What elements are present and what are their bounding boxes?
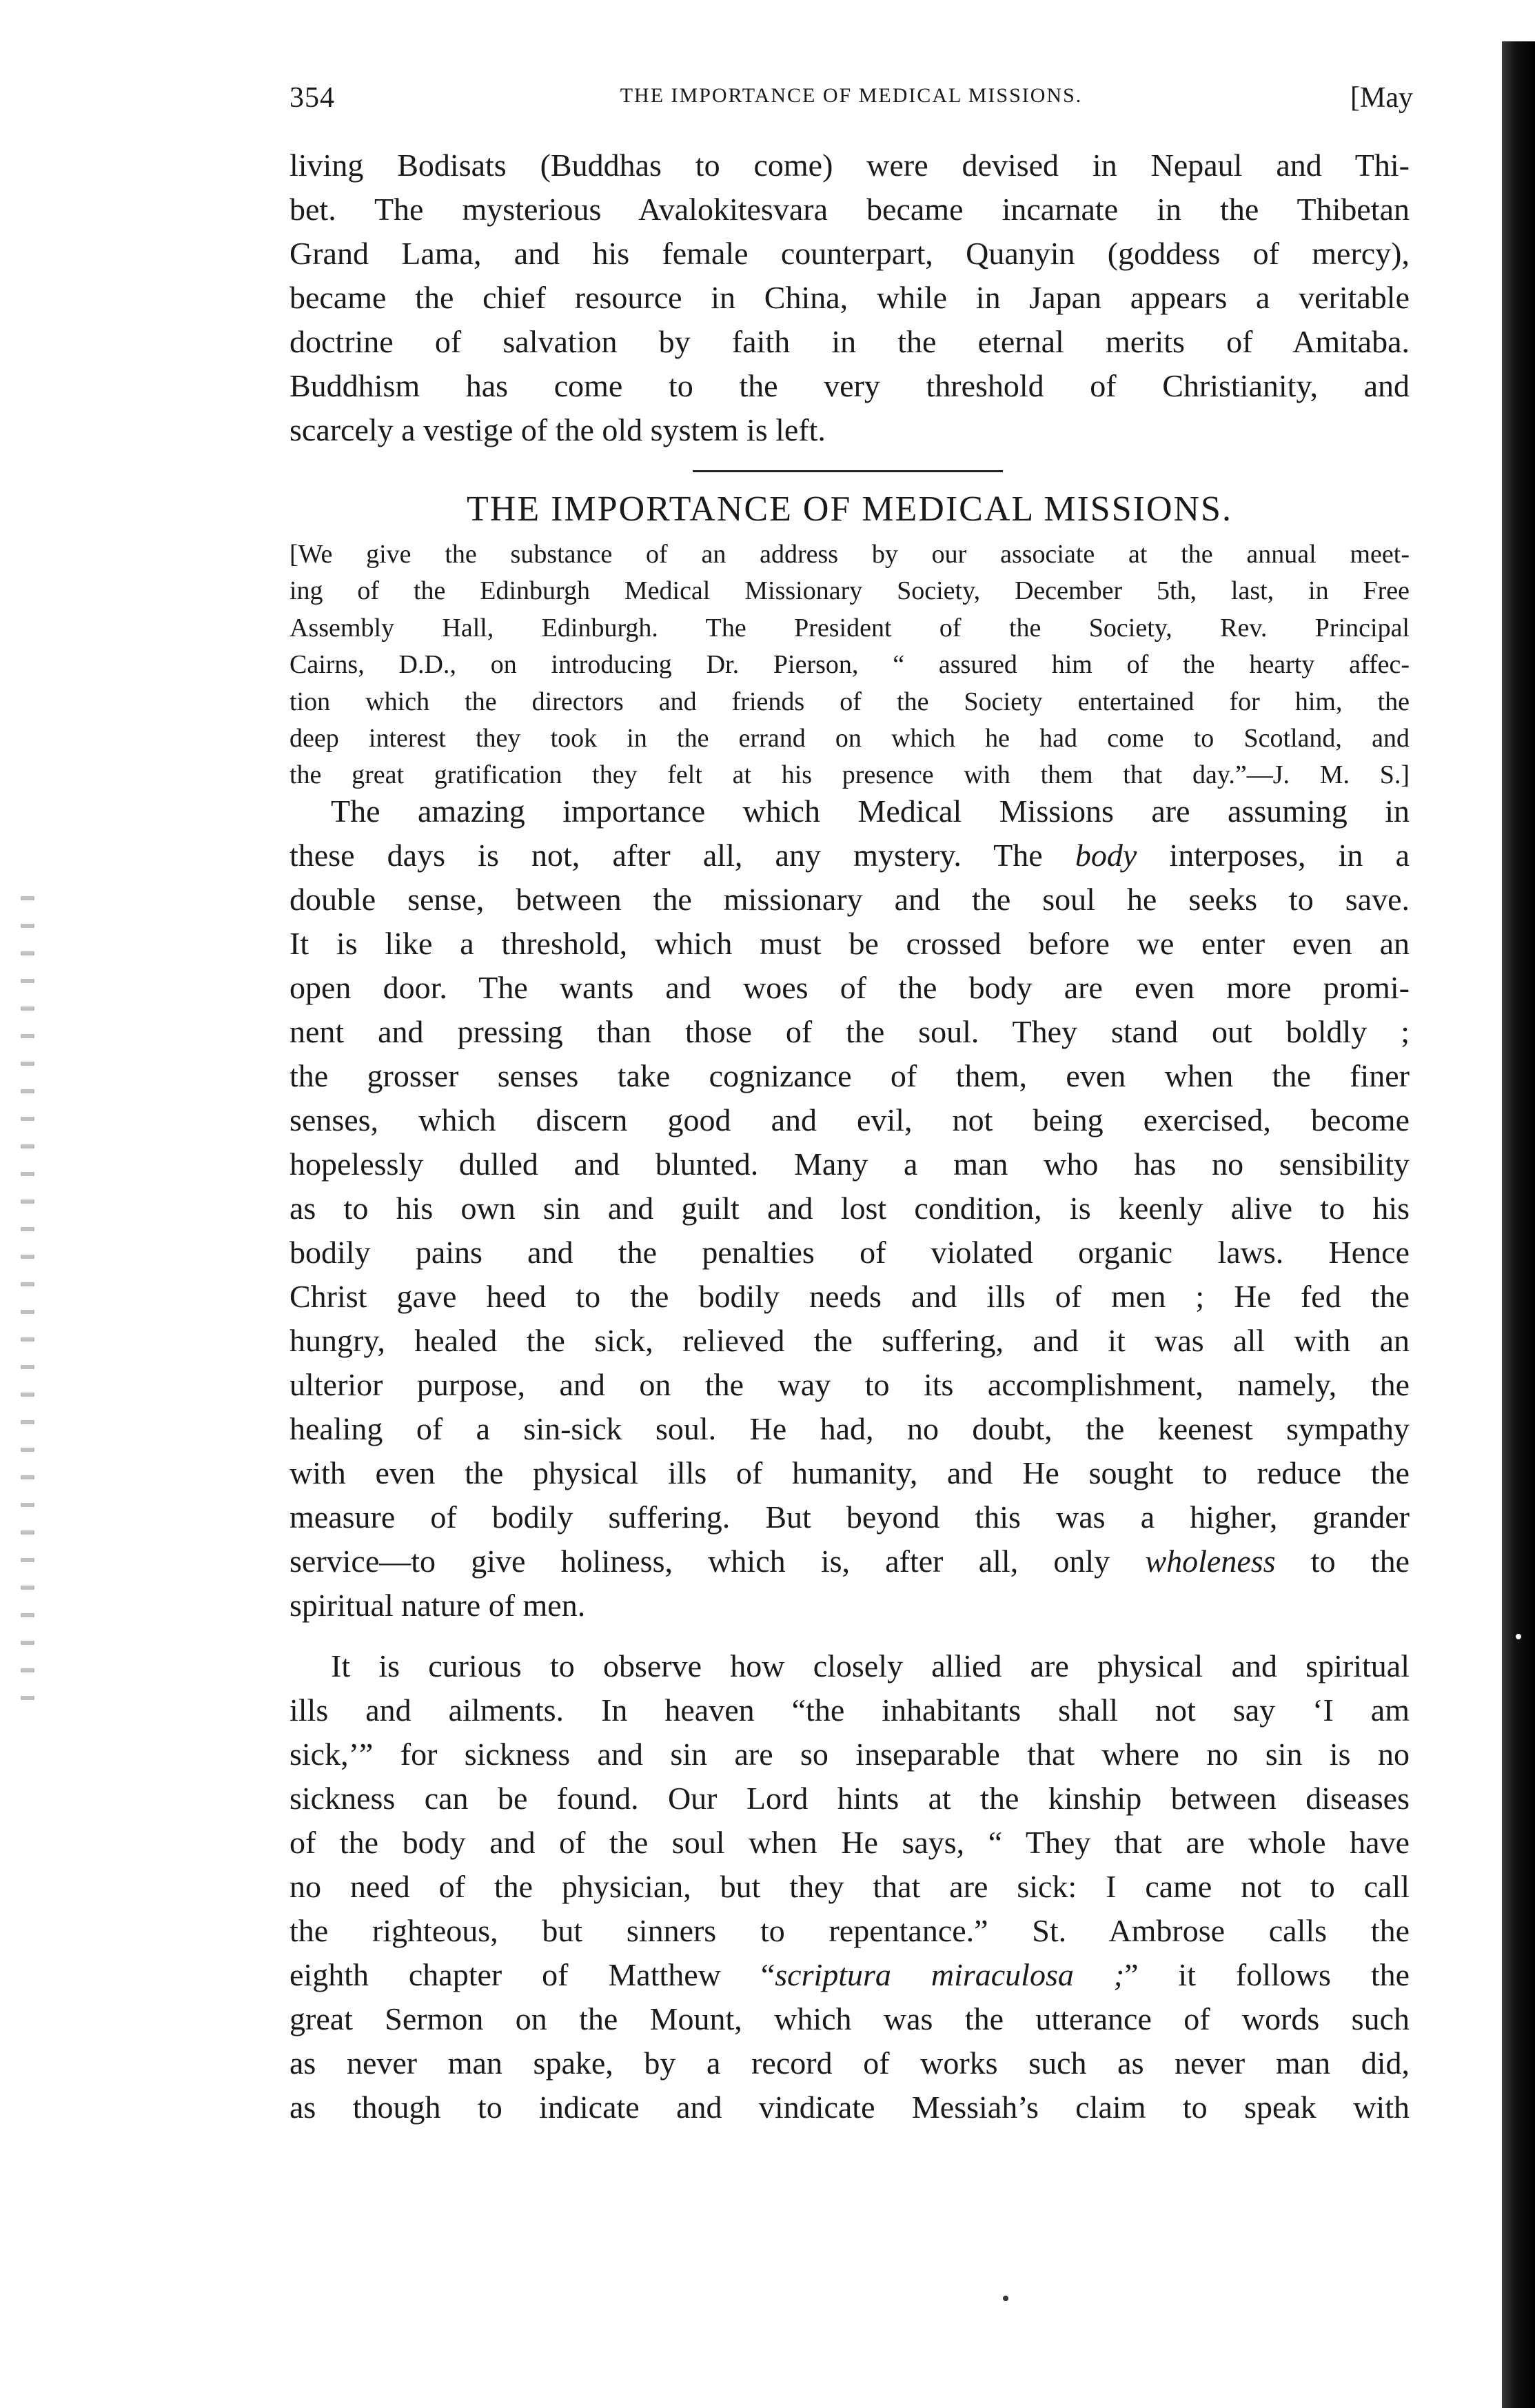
text-line	[289, 1953, 1410, 1997]
text-line: great Sermon on the Mount, which was the utterance of words such	[289, 2001, 1410, 2036]
text-run: service—to give holiness, which is, after all, only	[289, 1544, 1146, 1579]
text-line: nent and pressing than those of the soul. They stand out boldly ;	[289, 1014, 1410, 1049]
editorial-note	[289, 536, 1410, 794]
note-line: ing of the Edinburgh Medical Missionary Society, December 5th, last, in Free	[289, 576, 1410, 606]
text-line: hopelessly dulled and blunted. Many a man who has no sensibility	[289, 1146, 1410, 1182]
text-line: the grosser senses take cognizance of them, even when the finer	[289, 1058, 1410, 1093]
text-line: bodily pains and the penalties of violated organic laws. Hence	[289, 1235, 1410, 1270]
scan-artifact-dot	[1003, 2296, 1008, 2301]
text-line: as never man spake, by a record of works such as never man did,	[289, 2045, 1410, 2081]
text-line: senses, which discern good and evil, not being exercised, become	[289, 1102, 1410, 1137]
text-line: scarcely a vestige of the old system is left.	[289, 412, 826, 447]
running-header	[289, 81, 1413, 123]
text-line: It is like a threshold, which must be crossed before we enter even an	[289, 926, 1410, 961]
text-line: bet. The mysterious Avalokitesvara became incarnate in the Thibetan	[289, 192, 1410, 227]
text-line: hungry, healed the sick, relieved the suffering, and it was all with an	[289, 1323, 1410, 1358]
text-line: with even the physical ills of humanity, and He sought to reduce the	[289, 1455, 1410, 1490]
note-line: tion which the directors and friends of the Society entertained for him, the	[289, 687, 1410, 716]
scan-binding-edge	[1502, 41, 1535, 2408]
text-line: double sense, between the missionary and the soul he seeks to save.	[289, 882, 1410, 917]
text-run: eighth chapter of Matthew “	[289, 1957, 775, 1992]
note-line: [We give the substance of an address by our associate at the annual meet-	[289, 540, 1410, 569]
text-line: Grand Lama, and his female counterpart, Quanyin (goddess of mercy),	[289, 236, 1410, 271]
text-line	[289, 833, 1410, 878]
article-title: THE IMPORTANCE OF MEDICAL MISSIONS.	[467, 489, 1232, 529]
text-line: the righteous, but sinners to repentance.” St. Ambrose calls the	[289, 1913, 1410, 1948]
note-line: Assembly Hall, Edinburgh. The President of the Society, Rev. Principal	[289, 613, 1410, 643]
text-run: these days is not, after all, any mystery. The	[289, 838, 1075, 873]
section-divider	[693, 470, 1003, 472]
text-line: It is curious to observe how closely allied are physical and spiritual	[331, 1648, 1410, 1683]
emphasis-wholeness: wholeness	[1145, 1544, 1276, 1579]
text-line: sickness can be found. Our Lord hints at the kinship between diseases	[289, 1781, 1410, 1816]
text-line: spiritual nature of men.	[289, 1588, 586, 1623]
text-line: became the chief resource in China, while in Japan appears a veritable	[289, 280, 1410, 315]
page-number: 354	[289, 82, 335, 114]
previous-article-conclusion	[289, 143, 1410, 452]
text-line: of the body and of the soul when He says, “ They that are whole have	[289, 1825, 1410, 1860]
text-line: sick,’” for sickness and sin are so inseparable that where no sin is no	[289, 1737, 1410, 1772]
text-line: living Bodisats (Buddhas to come) were devised in Nepaul and Thi-	[289, 148, 1410, 183]
text-line: doctrine of salvation by faith in the eternal merits of Amitaba.	[289, 324, 1410, 359]
running-month: [May	[1350, 82, 1413, 114]
paragraph-1	[289, 789, 1410, 1628]
text-line: as to his own sin and guilt and lost condition, is keenly alive to his	[289, 1191, 1410, 1226]
note-line: deep interest they took in the errand on which he had come to Scotland, and	[289, 723, 1410, 753]
text-line: measure of bodily suffering. But beyond this was a higher, grander	[289, 1499, 1410, 1535]
text-line: Christ gave heed to the bodily needs and ills of men ; He fed the	[289, 1279, 1410, 1314]
text-line: ulterior purpose, and on the way to its accomplishment, namely, the	[289, 1367, 1410, 1402]
text-run: ” it follows the	[1124, 1957, 1410, 1992]
text-run: interposes, in a	[1137, 838, 1410, 873]
text-line	[289, 1539, 1410, 1584]
note-line: the great gratification they felt at his presence with them that day.”—J. M. S.]	[289, 760, 1410, 790]
scan-artifact-dot	[1516, 1634, 1521, 1639]
text-line: ills and ailments. In heaven “the inhabitants shall not say ‘I am	[289, 1692, 1410, 1728]
text-line: Buddhism has come to the very threshold of Christianity, and	[289, 368, 1410, 403]
scan-gutter-marks	[21, 896, 34, 1723]
paragraph-2	[289, 1644, 1410, 2129]
text-run: to the	[1275, 1544, 1410, 1579]
running-title: THE IMPORTANCE OF MEDICAL MISSIONS.	[620, 84, 1083, 107]
text-line: healing of a sin-sick soul. He had, no doubt, the keenest sympathy	[289, 1411, 1410, 1446]
text-line: The amazing importance which Medical Missions are assuming in	[331, 793, 1410, 829]
text-line: open door. The wants and woes of the body are even more promi-	[289, 970, 1410, 1005]
note-line: Cairns, D.D., on introducing Dr. Pierson, “ assured him of the hearty affec-	[289, 650, 1410, 680]
emphasis-body: body	[1075, 838, 1137, 873]
emphasis-scriptura: scriptura miraculosa ;	[775, 1957, 1125, 1992]
text-line: as though to indicate and vindicate Messiah’s claim to speak with	[289, 2090, 1410, 2125]
text-line: no need of the physician, but they that are sick: I came not to call	[289, 1869, 1410, 1904]
